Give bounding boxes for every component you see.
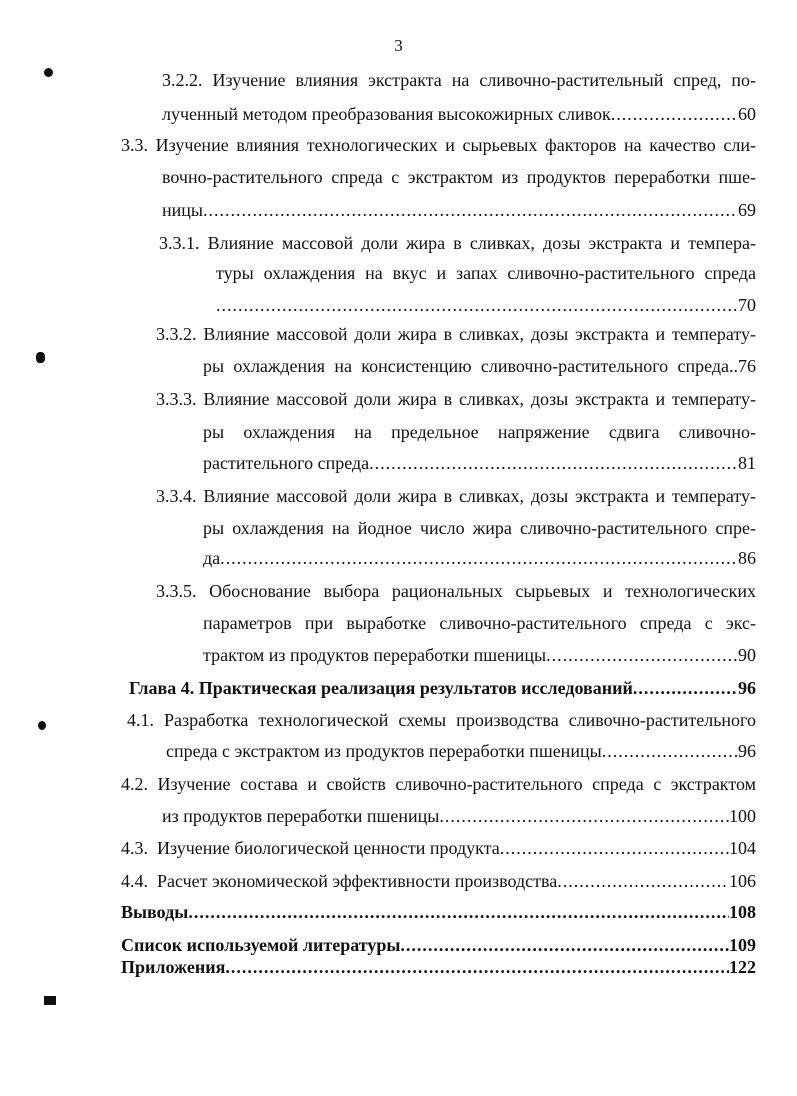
toc-page: 109: [729, 935, 756, 955]
toc-entry-3-3-5-line3: [203, 644, 756, 666]
leader-dots: [633, 677, 738, 699]
toc-entry-3-3-1-line3: [216, 294, 756, 316]
leader-dots: [369, 452, 738, 474]
toc-page: 86: [738, 548, 756, 568]
toc-entry-4-3: [121, 837, 756, 859]
leader-dots: [546, 644, 738, 666]
scan-mark: [38, 721, 46, 730]
toc-page: 122: [729, 957, 756, 977]
scan-mark: [44, 68, 53, 77]
toc-entry-text: ницы: [162, 200, 203, 220]
toc-entry-3-3-3-line3: [203, 452, 756, 474]
toc-entry-3-3-5-line1: 3.3.5. Обоснование выбора рациональных сырьевых и технологических: [156, 581, 756, 601]
leader-dots: [220, 547, 738, 569]
toc-entry-text: лученный методом преобразования высокожирных сливок: [162, 104, 611, 124]
toc-entry-text: растительного спреда: [203, 453, 370, 473]
scan-mark: [36, 352, 45, 363]
toc-page: 69: [738, 200, 756, 220]
leader-dots: [557, 870, 729, 892]
toc-entry-3-2-2-line2: [162, 103, 756, 125]
toc-entry-3-3-4-line2: ры охлаждения на йодное число жира сливочно-растительного спре-: [203, 518, 756, 538]
leader-dots: [602, 740, 738, 762]
toc-entry-3-3-3-line1: 3.3.3. Влияние массовой доли жира в сливках, дозы экстракта и температу-: [156, 389, 756, 409]
page-number: 3: [394, 36, 403, 55]
toc-entry-text: да: [203, 548, 221, 568]
toc-page: 96: [738, 741, 756, 761]
scan-mark: [44, 996, 56, 1005]
toc-entry-4-2-line2: [162, 805, 756, 827]
toc-page: 108: [729, 902, 756, 922]
toc-page: 104: [729, 838, 756, 858]
leader-dots: [188, 901, 729, 923]
toc-entry-3-3-4-line1: 3.3.4. Влияние массовой доли жира в сливках, дозы экстракта и температу-: [156, 486, 756, 506]
toc-entry-3-3-line3: [162, 199, 756, 221]
toc-appendices: [121, 956, 756, 978]
leader-dots: [216, 294, 738, 316]
leader-dots: [225, 956, 729, 978]
toc-conclusions: [121, 901, 756, 923]
toc-entry-text: спреда с экстрактом из продуктов переработки пшеницы: [166, 741, 602, 761]
leader-dots: [400, 934, 729, 956]
toc-entry-text: Список используемой литературы: [121, 935, 401, 955]
toc-entry-3-3-1-line1: 3.3.1. Влияние массовой доли жира в сливках, дозы экстракта и темпера-: [159, 233, 756, 253]
toc-page: 96: [738, 678, 756, 698]
toc-chapter-4: [129, 677, 756, 699]
toc-entry-3-3-line2: вочно-растительного спреда с экстрактом из продуктов переработки пше-: [162, 167, 756, 187]
toc-references: [121, 934, 756, 956]
toc-entry-text: 4.3. Изучение биологической ценности продукта: [121, 838, 500, 858]
toc-page: 81: [738, 453, 756, 473]
toc-entry-3-3-line1: 3.3. Изучение влияния технологических и сырьевых факторов на качество сли-: [121, 135, 756, 155]
toc-entry-3-3-4-line3: [203, 547, 756, 569]
toc-entry-3-3-1-line2: туры охлаждения на вкус и запах сливочно-растительного спреда: [216, 263, 756, 283]
toc-page: 100: [729, 806, 756, 826]
leader-dots: [439, 805, 729, 827]
toc-entry-text: трактом из продуктов переработки пшеницы: [203, 645, 547, 665]
toc-page: 106: [729, 871, 756, 891]
toc-entry-3-3-3-line2: ры охлаждения на предельное напряжение сдвига сливочно-: [203, 422, 756, 442]
toc-entry-3-3-2-line2: ры охлаждения на консистенцию сливочно-растительного спреда..76: [203, 356, 756, 376]
toc-page: 90: [738, 645, 756, 665]
toc-page: 60: [738, 104, 756, 124]
toc-entry-4-2-line1: 4.2. Изучение состава и свойств сливочно-растительного спреда с экстрактом: [121, 774, 756, 794]
toc-entry-text: 4.4. Расчет экономической эффективности производства: [121, 871, 558, 891]
toc-entry-3-2-2-line1: 3.2.2. Изучение влияния экстракта на сливочно-растительный спред, по-: [162, 70, 756, 90]
toc-entry-3-3-5-line2: параметров при выработке сливочно-растительного спреда с экс-: [203, 613, 756, 633]
toc-entry-text: Приложения: [121, 957, 226, 977]
toc-entry-4-1-line1: 4.1. Разработка технологической схемы производства сливочно-растительного: [127, 710, 756, 730]
toc-entry-4-4: [121, 870, 756, 892]
toc-entry-text: из продуктов переработки пшеницы: [162, 806, 440, 826]
toc-entry-text: Глава 4. Практическая реализация результатов исследований: [129, 678, 633, 698]
leader-dots: [203, 199, 738, 221]
toc-entry-text: Выводы: [121, 902, 189, 922]
leader-dots: [611, 103, 738, 125]
toc-page: 70: [738, 295, 756, 315]
toc-entry-4-1-line2: [166, 740, 756, 762]
leader-dots: [500, 837, 729, 859]
toc-entry-3-3-2-line1: 3.3.2. Влияние массовой доли жира в сливках, дозы экстракта и температу-: [156, 324, 756, 344]
